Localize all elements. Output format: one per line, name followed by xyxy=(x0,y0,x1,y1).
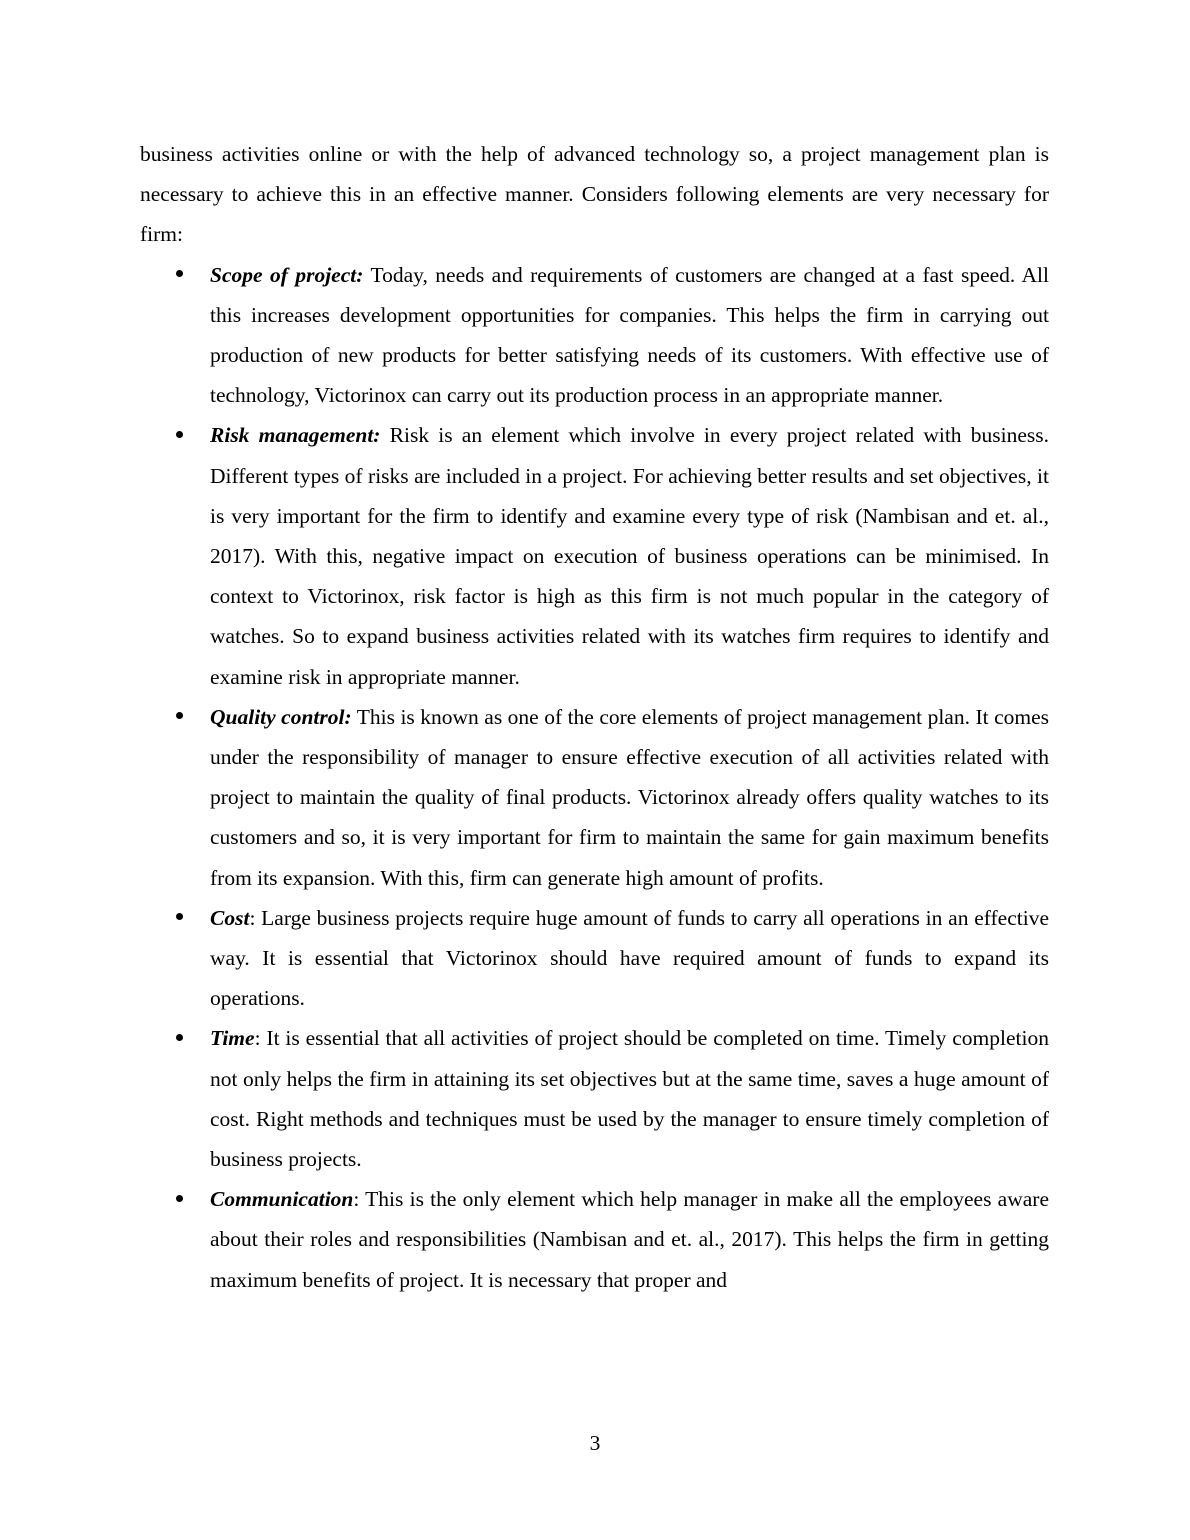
bullet-icon xyxy=(176,1179,196,1219)
list-item-scope xyxy=(140,255,1049,416)
text-risk: Risk is an element which involve in every project related with business. Different types of risks are included in a project. For achieving better results and set objectives, it is very important for the firm to identify and examine every type of risk (Nambisan and et. al., 2017). With this, negative impact on execution of business operations can be minimised. In context to Victorinox, risk factor is high as this firm is not much popular in the category of watches. So to expand business activities related with its watches firm requires to identify and examine risk in appropriate manner. xyxy=(210,423,1049,689)
list-item-cost xyxy=(140,898,1049,1019)
bullet-icon xyxy=(176,1018,196,1058)
term-risk: Risk management: xyxy=(210,423,381,448)
bullet-icon xyxy=(176,415,196,455)
page-number: 3 xyxy=(589,1431,601,1455)
term-communication: Communication xyxy=(210,1187,354,1212)
intro-paragraph: business activities online or with the help of advanced technology so, a project management plan is necessary to achieve this in an effective manner. Considers following elements are very necessary for firm: xyxy=(140,142,1049,247)
elements-list xyxy=(140,255,1049,1300)
list-item-quality xyxy=(140,697,1049,898)
list-item-time xyxy=(140,1018,1049,1179)
bullet-icon xyxy=(176,255,196,295)
term-cost: Cost xyxy=(210,905,250,930)
text-communication: : This is the only element which help manager in make all the employees aware about their roles and responsibilities (Nambisan and et. al., 2017). This helps the firm in getting maximum benefits of project. It is necessary that proper and xyxy=(210,1187,1049,1292)
term-time: Time xyxy=(210,1026,255,1051)
bullet-icon xyxy=(176,697,196,737)
body-text xyxy=(140,134,1049,1300)
text-scope: Today, needs and requirements of customers are changed at a fast speed. All this increases development opportunities for companies. This helps the firm in carrying out production of new products for better satisfying needs of its customers. With effective use of technology, Victorinox can carry out its production process in an appropriate manner. xyxy=(210,262,1049,408)
term-quality: Quality control: xyxy=(210,704,352,729)
list-item-risk xyxy=(140,415,1049,696)
text-quality: This is known as one of the core elements of project management plan. It comes under the responsibility of manager to ensure effective execution of all activities related with project to maintain the quality of final products. Victorinox already offers quality watches to its customers and so, it is very important for firm to maintain the same for gain maximum benefits from its expansion. With this, firm can generate high amount of profits. xyxy=(210,704,1049,890)
list-item-communication xyxy=(140,1179,1049,1300)
bullet-icon xyxy=(176,898,196,938)
term-scope: Scope of project: xyxy=(210,262,364,287)
text-time: : It is essential that all activities of project should be completed on time. Timely completion not only helps the firm in attaining its set objectives but at the same time, saves a huge amount of cost. Right methods and techniques must be used by the manager to ensure timely completion of business projects. xyxy=(210,1026,1049,1172)
text-cost: : Large business projects require huge amount of funds to carry all operations in an effective way. It is essential that Victorinox should have required amount of funds to expand its operations. xyxy=(210,905,1049,1011)
